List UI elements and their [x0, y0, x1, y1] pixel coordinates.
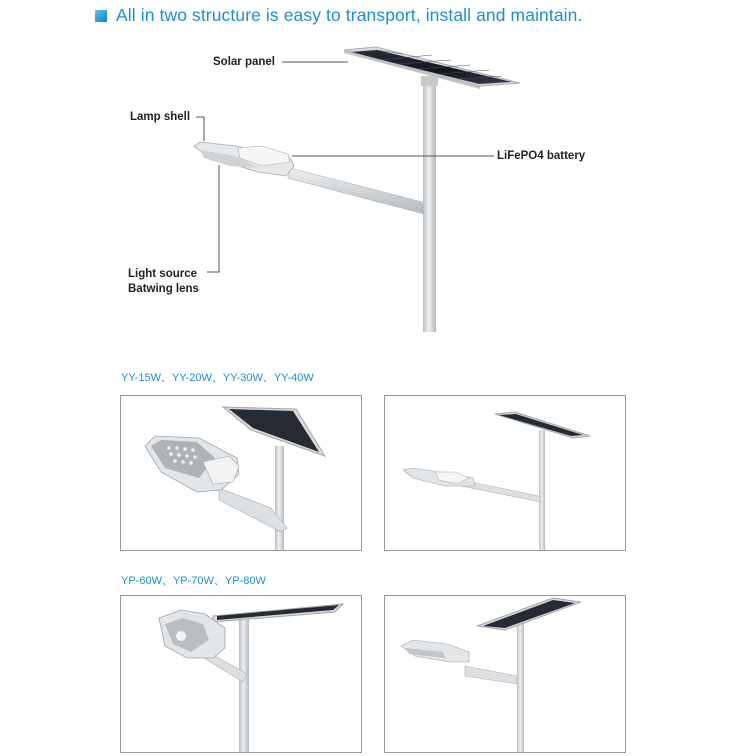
- pole: [423, 82, 436, 332]
- light-source-line1: Light source: [128, 268, 198, 280]
- light-source-label: [128, 267, 199, 297]
- product-photo-yp-side: [384, 595, 626, 753]
- light-source-line2: Batwing lens: [128, 283, 199, 295]
- battery-label: LiFePO4 battery: [497, 150, 586, 162]
- lamp-arm: [288, 168, 424, 214]
- lamp-shell-label: Lamp shell: [130, 111, 191, 123]
- product-photo-yy-angled: [120, 395, 362, 551]
- panel-bracket: [421, 76, 438, 86]
- street-light-diagram: [0, 0, 745, 340]
- product-photo-yp-angled: [120, 595, 362, 753]
- series-label-yp: YP-60W、YP-70W、YP-80W: [121, 575, 266, 587]
- lamp-head: [194, 142, 294, 176]
- product-photo-yy-side: [384, 395, 626, 551]
- headline-text: All in two structure is easy to transport, install and maintain.: [116, 4, 583, 25]
- solar-panel-label: Solar panel: [213, 56, 275, 68]
- series-label-yy: YY-15W、YY-20W、YY-30W、YY-40W: [121, 372, 314, 384]
